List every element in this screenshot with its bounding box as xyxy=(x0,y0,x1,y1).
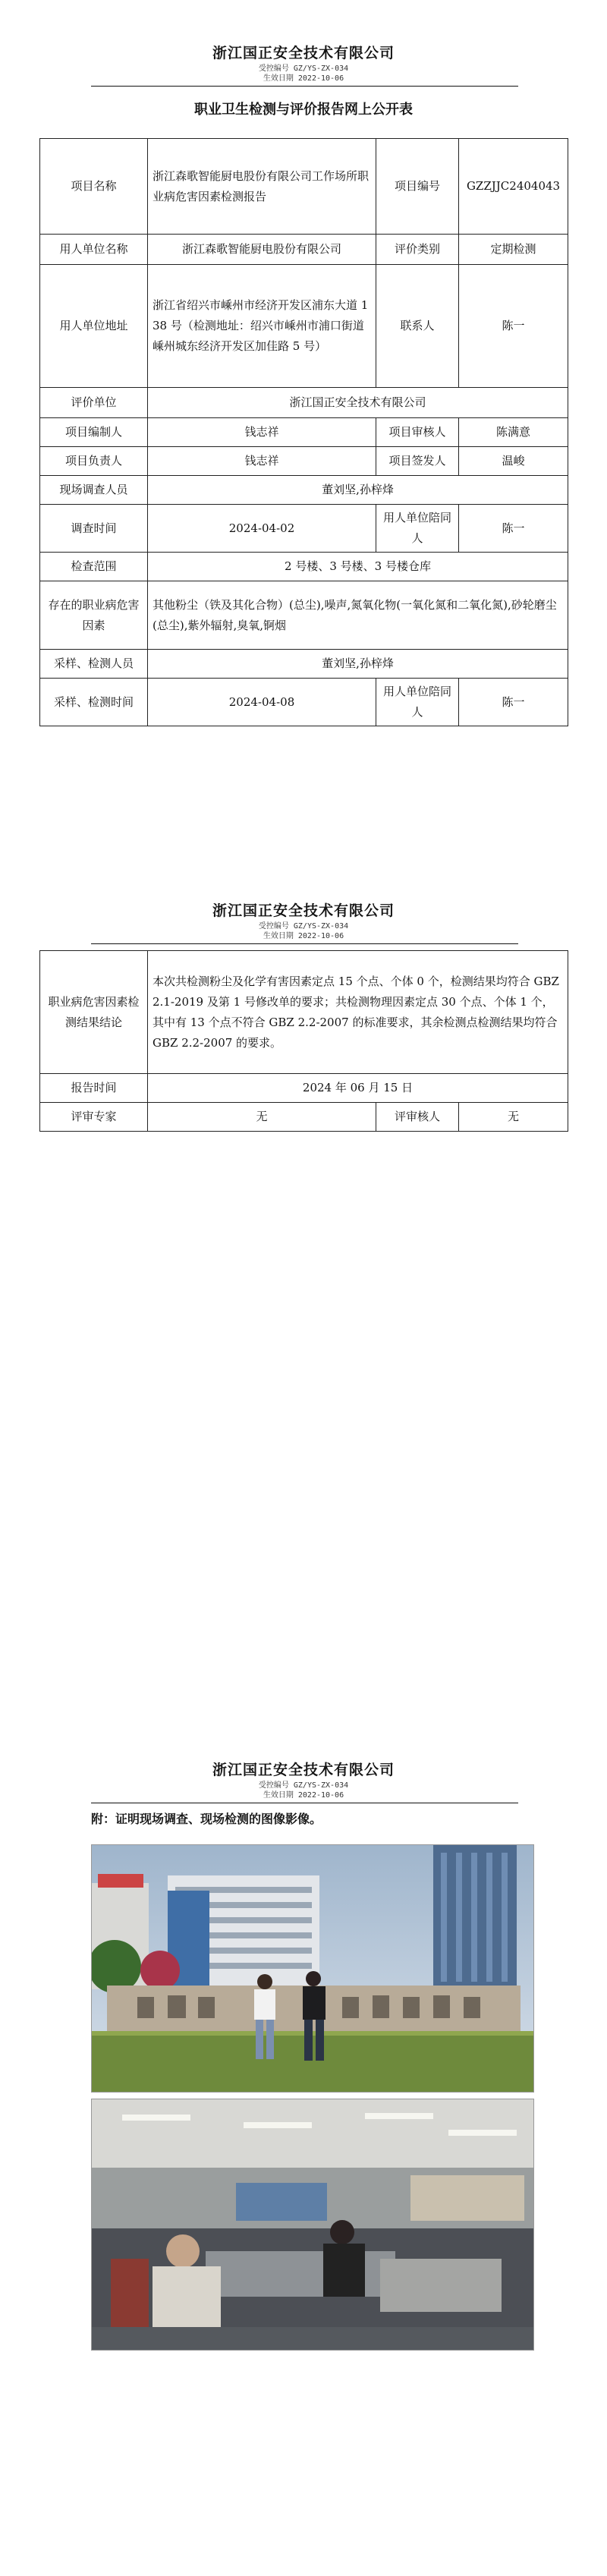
disclosure-table xyxy=(39,138,568,726)
sampling-staff-label: 采样、检测人员 xyxy=(40,650,148,679)
project-no: GZZJJC2404043 xyxy=(459,139,568,235)
survey-time: 2024-04-02 xyxy=(148,505,376,553)
site-inspection-photo xyxy=(91,2099,534,2351)
company-header: 浙江国正安全技术有限公司 xyxy=(212,902,395,919)
eval-type: 定期检测 xyxy=(459,235,568,265)
effective-date: 生效日期 2022-10-06 xyxy=(263,74,344,83)
company-header: 浙江国正安全技术有限公司 xyxy=(212,1762,395,1778)
scope: 2 号楼、3 号楼、3 号楼仓库 xyxy=(148,553,568,581)
evaluator: 浙江国正安全技术有限公司 xyxy=(148,388,568,418)
control-number: 受控编号 GZ/YS-ZX-034 xyxy=(258,922,349,931)
survey-staff: 董刘坚,孙梓烽 xyxy=(148,476,568,505)
compiler-label: 项目编制人 xyxy=(40,418,148,447)
contact-label: 联系人 xyxy=(376,265,459,388)
sampling-time-label: 采样、检测时间 xyxy=(40,679,148,726)
accompany2: 陈一 xyxy=(459,679,568,726)
review-staff-label: 评审核人 xyxy=(376,1103,459,1132)
employer: 浙江森歌智能厨电股份有限公司 xyxy=(148,235,376,265)
survey-time-label: 调查时间 xyxy=(40,505,148,553)
header-rule xyxy=(91,943,518,944)
address-label: 用人单位地址 xyxy=(40,265,148,388)
reviewer: 陈满意 xyxy=(459,418,568,447)
experts: 无 xyxy=(148,1103,376,1132)
attachment-caption: 附：证明现场调查、现场检测的图像影像。 xyxy=(91,1812,322,1826)
issuer: 温峻 xyxy=(459,447,568,476)
effective-date: 生效日期 2022-10-06 xyxy=(263,932,344,940)
leader-label: 项目负责人 xyxy=(40,447,148,476)
conclusion-table xyxy=(39,950,568,1132)
control-number: 受控编号 GZ/YS-ZX-034 xyxy=(258,1781,349,1790)
reviewer-label: 项目审核人 xyxy=(376,418,459,447)
site-inspection-photo-image xyxy=(92,2099,533,2350)
report-time: 2024 年 06 月 15 日 xyxy=(148,1074,568,1103)
scope-label: 检查范围 xyxy=(40,553,148,581)
evaluator-label: 评价单位 xyxy=(40,388,148,418)
sampling-staff: 董刘坚,孙梓烽 xyxy=(148,650,568,679)
survey-staff-label: 现场调查人员 xyxy=(40,476,148,505)
eval-type-label: 评价类别 xyxy=(376,235,459,265)
conclusion-label: 职业病危害因素检测结果结论 xyxy=(40,951,148,1074)
hazards-label: 存在的职业病危害因素 xyxy=(40,581,148,650)
site-survey-photo xyxy=(91,1844,534,2093)
control-number: 受控编号 GZ/YS-ZX-034 xyxy=(258,65,349,73)
experts-label: 评审专家 xyxy=(40,1103,148,1132)
review-staff: 无 xyxy=(459,1103,568,1132)
effective-date: 生效日期 2022-10-06 xyxy=(263,1791,344,1800)
site-survey-photo-image xyxy=(92,1845,533,2092)
contact: 陈一 xyxy=(459,265,568,388)
address: 浙江省绍兴市嵊州市经济开发区浦东大道 138 号（检测地址：绍兴市嵊州市浦口街道嵊州城东经济开发区加佳路 5 号） xyxy=(148,265,376,388)
leader: 钱志祥 xyxy=(148,447,376,476)
report-time-label: 报告时间 xyxy=(40,1074,148,1103)
accompany: 陈一 xyxy=(459,505,568,553)
page-title: 职业卫生检测与评价报告网上公开表 xyxy=(194,102,413,118)
project-name: 浙江森歌智能厨电股份有限公司工作场所职业病危害因素检测报告 xyxy=(148,139,376,235)
sampling-time: 2024-04-08 xyxy=(148,679,376,726)
employer-label: 用人单位名称 xyxy=(40,235,148,265)
compiler: 钱志祥 xyxy=(148,418,376,447)
accompany-label: 用人单位陪同人 xyxy=(376,505,459,553)
header-rule xyxy=(91,86,518,87)
conclusion: 本次共检测粉尘及化学有害因素定点 15 个点、个体 0 个，检测结果均符合 GBZ 2.1-2019 及第 1 号修改单的要求；共检测物理因素定点 30 个点、个体 1 个，其中有 13 个点不符合 GBZ 2.2-2007 的标准要求，其余检测点检测结果均符合 GBZ 2.2-2007 的要求。 xyxy=(148,951,568,1074)
hazards: 其他粉尘（铁及其化合物）(总尘),噪声,氮氧化物(一氧化氮和二氧化氮),砂轮磨尘(总尘),紫外辐射,臭氧,锕烟 xyxy=(148,581,568,650)
project-name-label: 项目名称 xyxy=(40,139,148,235)
company-header: 浙江国正安全技术有限公司 xyxy=(212,45,395,61)
accompany2-label: 用人单位陪同人 xyxy=(376,679,459,726)
project-no-label: 项目编号 xyxy=(376,139,459,235)
issuer-label: 项目签发人 xyxy=(376,447,459,476)
